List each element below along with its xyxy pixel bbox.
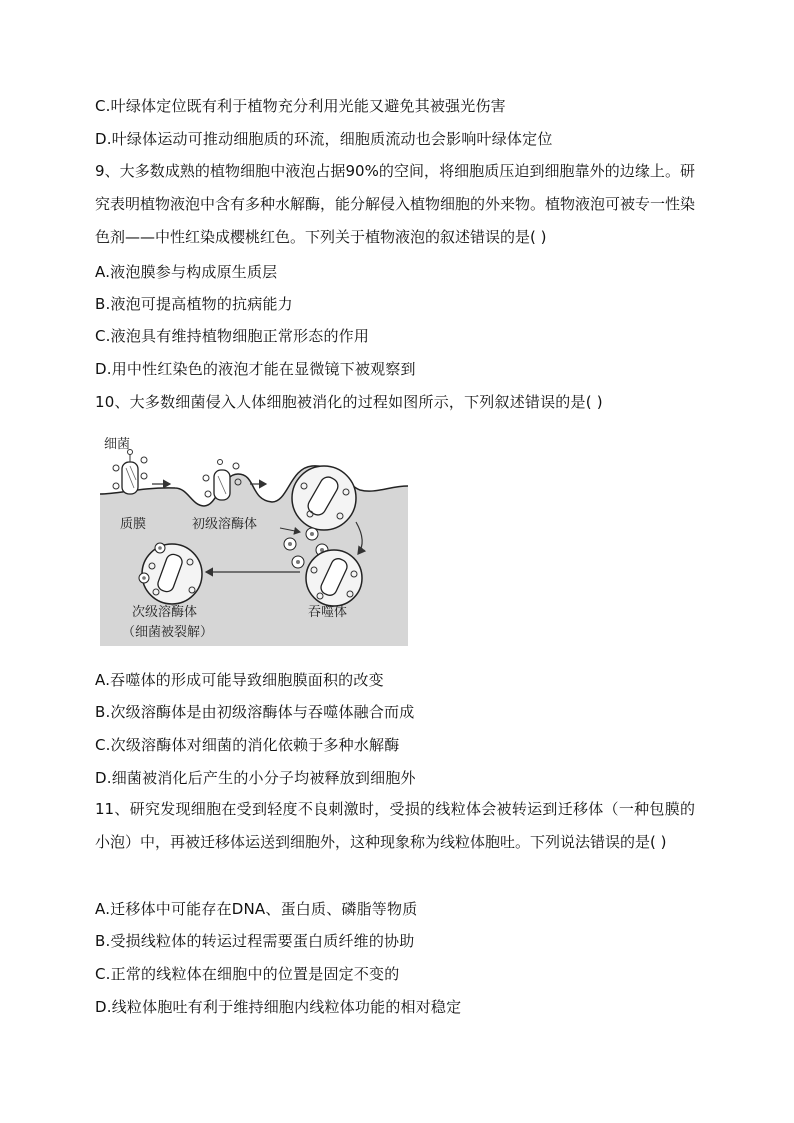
q11-option-b: B.受损线粒体的转运过程需要蛋白质纤维的协助 bbox=[95, 932, 415, 950]
label-primary-lysosome: 初级溶酶体 bbox=[192, 517, 258, 532]
label-secondary-lysosome: 次级溶酶体 bbox=[132, 605, 198, 620]
phagosome bbox=[306, 550, 362, 606]
q9-option-a: A.液泡膜参与构成原生质层 bbox=[95, 263, 278, 281]
diagram-svg bbox=[100, 432, 408, 646]
label-bacteria: 细菌 bbox=[104, 437, 131, 452]
q11-option-a: A.迁移体中可能存在DNA、蛋白质、磷脂等物质 bbox=[95, 900, 418, 918]
q10-option-b: B.次级溶酶体是由初级溶酶体与吞噬体融合而成 bbox=[95, 703, 415, 721]
q11-option-d: D.线粒体胞吐有利于维持细胞内线粒体功能的相对稳定 bbox=[95, 998, 462, 1016]
q10-option-a: A.吞噬体的形成可能导致细胞膜面积的改变 bbox=[95, 671, 384, 689]
q9-option-c: C.液泡具有维持植物细胞正常形态的作用 bbox=[95, 327, 370, 345]
q9-option-b: B.液泡可提高植物的抗病能力 bbox=[95, 295, 293, 313]
label-secondary-note: （细菌被裂解） bbox=[122, 625, 214, 640]
q9-stem: 9、大多数成熟的植物细胞中液泡占据90%的空间，将细胞质压迫到细胞靠外的边缘上。研究表明植物液泡中含有多种水解酶，能分解侵入植物细胞的外来物。植物液泡可被专一性染色剂——中性红染成樱桃红色。下列关于植物液泡的叙述错误的是( ) bbox=[95, 162, 696, 246]
q8-option-d: D.叶绿体运动可推动细胞质的环流，细胞质流动也会影响叶绿体定位 bbox=[95, 130, 553, 148]
q8-option-c: C.叶绿体定位既有利于植物充分利用光能又避免其被强光伤害 bbox=[95, 97, 506, 115]
phagocytosis-diagram bbox=[100, 432, 408, 646]
q10-option-d: D.细菌被消化后产生的小分子均被释放到细胞外 bbox=[95, 769, 416, 787]
q10-stem: 10、大多数细菌侵入人体细胞被消化的过程如图所示，下列叙述错误的是( ) bbox=[95, 393, 603, 411]
q11-option-c: C.正常的线粒体在细胞中的位置是固定不变的 bbox=[95, 965, 400, 983]
label-membrane: 质膜 bbox=[120, 517, 147, 532]
q11-stem: 11、研究发现细胞在受到轻度不良刺激时，受损的线粒体会被转运到迁移体（一种包膜的小泡）中，再被迁移体运送到细胞外，这种现象称为线粒体胞吐。下列说法错误的是( ) bbox=[95, 800, 695, 851]
q10-option-c: C.次级溶酶体对细菌的消化依赖于多种水解酶 bbox=[95, 736, 400, 754]
label-phagosome: 吞噬体 bbox=[308, 605, 348, 620]
q9-option-d: D.用中性红染色的液泡才能在显微镜下被观察到 bbox=[95, 360, 416, 378]
phagosome-forming bbox=[292, 466, 356, 530]
bacterium-outside bbox=[113, 450, 147, 495]
